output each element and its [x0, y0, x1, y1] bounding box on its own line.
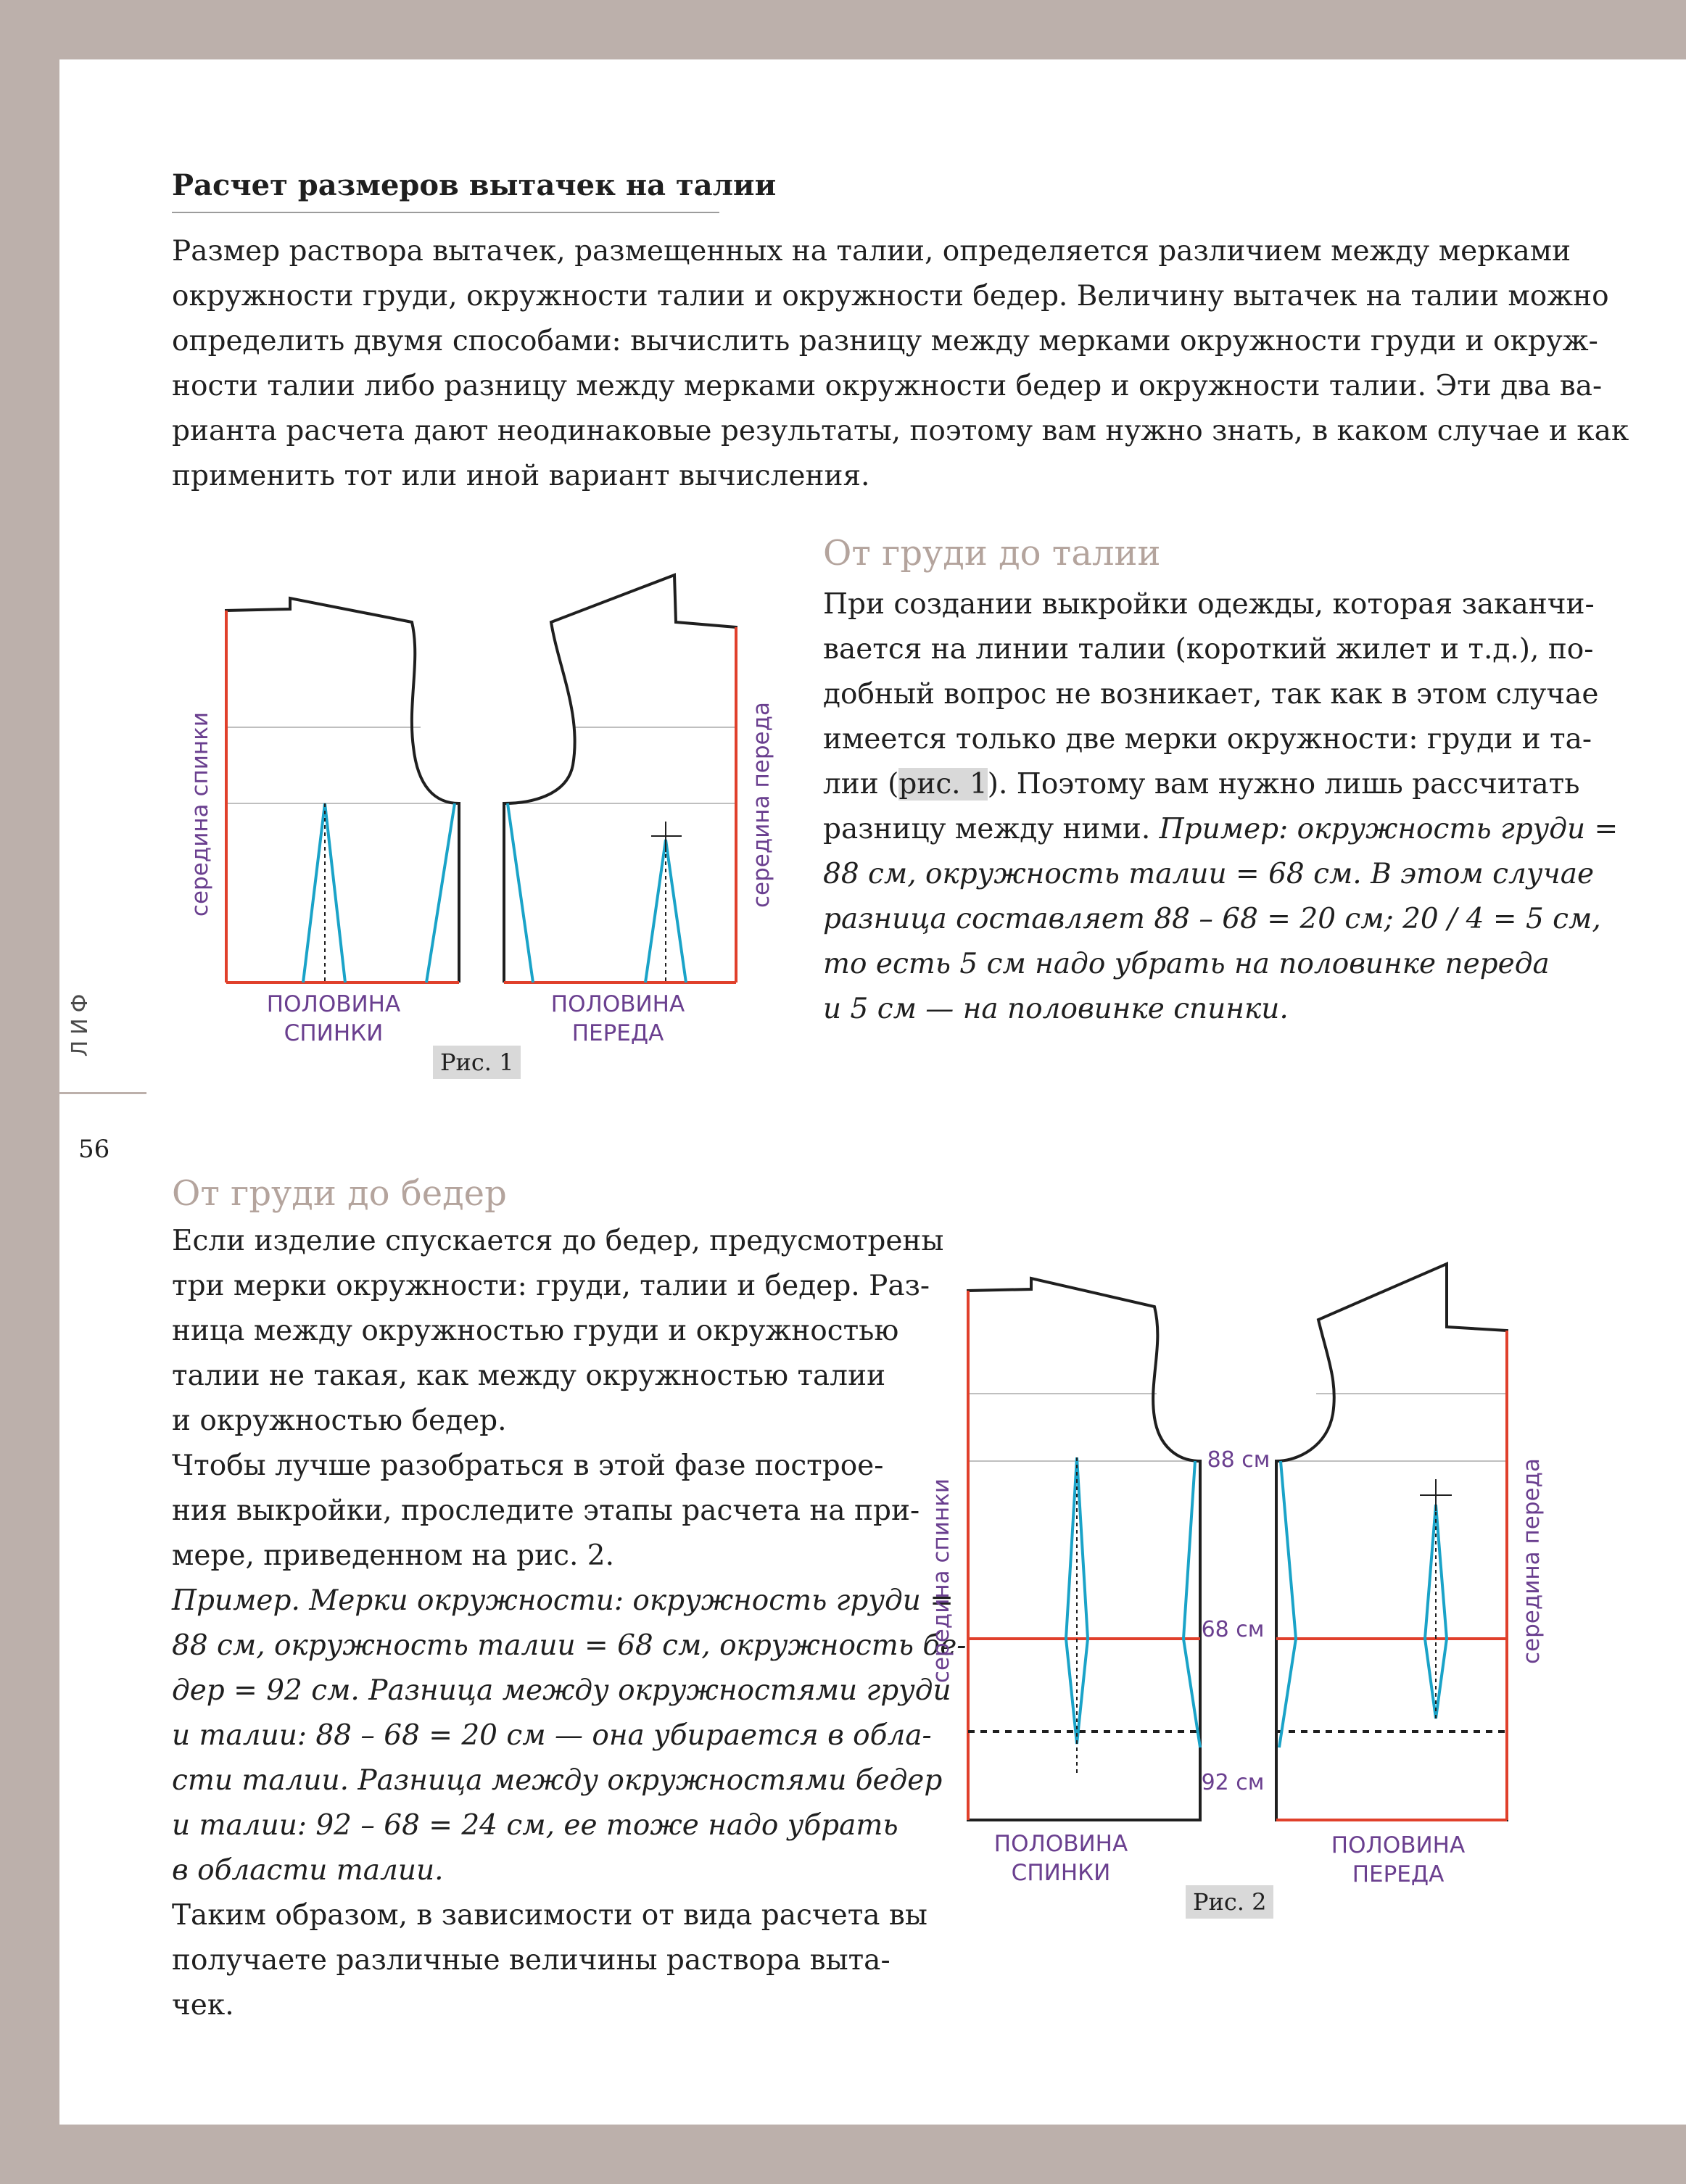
fig2-back-label: ПОЛОВИНА: [993, 1831, 1128, 1857]
figure-1-caption: Рис. 1: [433, 1046, 521, 1079]
section2-example-line: и талии: 92 – 68 = 24 см, ее тоже надо убрать: [172, 1809, 898, 1842]
section2-line: ния выкройки, проследите этапы расчета на при-: [172, 1494, 920, 1527]
figure-2-diagram: [921, 1254, 1574, 1929]
figure-2-caption: Рис. 2: [1186, 1885, 1273, 1919]
title-underline: [172, 212, 719, 213]
section2-line: получаете различные величины раствора выта-: [172, 1944, 890, 1977]
fig2-back-center-label: середина спинки: [928, 1478, 954, 1684]
fig1-back-center-label: середина спинки: [187, 711, 213, 917]
fig1-front-label: ПОЛОВИНА: [550, 991, 685, 1017]
section1-example-line: 88 см, окружность талии = 68 см. В этом случае: [823, 858, 1595, 890]
fig2-back-outline: [968, 1278, 1200, 1820]
fig1-front-center-label: середина переда: [748, 701, 774, 909]
intro-paragraph: [172, 229, 1629, 499]
fig2-hips-measure: 92 см: [1201, 1770, 1265, 1795]
section2-line: Если изделие спускается до бедер, предусмотрены: [172, 1225, 944, 1257]
sidebar-divider: [59, 1092, 146, 1094]
fig2-front-side-dart: [1279, 1461, 1296, 1747]
section2-example-line: Пример. Мерки окружности: окружность груди =: [172, 1584, 954, 1617]
fig1-back-label: СПИНКИ: [284, 1020, 384, 1046]
fig2-front-label: ПЕРЕДА: [1352, 1861, 1445, 1887]
section2-line: чек.: [172, 1989, 234, 2022]
fig2-back-label: СПИНКИ: [1011, 1860, 1111, 1886]
section2-example-line: в области талии.: [172, 1854, 444, 1887]
section2-example-line: дер = 92 см. Разница между окружностями груди: [172, 1674, 951, 1707]
section2-line: талии не такая, как между окружностью талии: [172, 1360, 886, 1392]
chapter-marker: ЛИФ: [67, 988, 93, 1057]
section1-line: При создании выкройки одежды, которая заканчи-: [823, 588, 1595, 621]
page-title: Расчет размеров вытачек на талии: [172, 168, 777, 202]
section2-heading: От груди до бедер: [172, 1173, 507, 1214]
fig1-back-outline: [226, 598, 459, 983]
fig2-chest-measure: 88 см: [1207, 1447, 1270, 1473]
section1-line: вается на линии талии (короткий жилет и т.д.), по-: [823, 633, 1594, 666]
section1-line: разницу между ними. Пример: окружность груди =: [823, 813, 1619, 845]
section2-line: Таким образом, в зависимости от вида расчета вы: [172, 1899, 927, 1932]
intro-line: определить двумя способами: вычислить разницу между мерками окружности груди и окруж-: [172, 325, 1598, 357]
section1-line: имеется только две мерки окружности: груди и та-: [823, 723, 1592, 756]
section1-example-line: то есть 5 см надо убрать на половинке переда: [823, 948, 1550, 980]
intro-line: применить тот или иной вариант вычисления.: [172, 460, 870, 492]
section2-line: ница между окружностью груди и окружностью: [172, 1315, 899, 1347]
section1-paragraph: [823, 582, 1618, 1032]
section1-example-line: разница составляет 88 – 68 = 20 см; 20 / 4 = 5 см,: [823, 903, 1601, 935]
section2-paragraph: [172, 1219, 966, 2028]
intro-line: ности талии либо разницу между мерками окружности бедер и окружности талии. Эти два ва-: [172, 370, 1603, 402]
fig2-front-label: ПОЛОВИНА: [1331, 1832, 1466, 1858]
fig1-front-label: ПЕРЕДА: [571, 1020, 664, 1046]
section2-example-line: сти талии. Разница между окружностями бедер: [172, 1764, 943, 1797]
fig1-front-side-dart: [508, 803, 533, 983]
section2-example-line: и талии: 88 – 68 = 20 см — она убирается в обла-: [172, 1719, 932, 1752]
section2-line: мере, приведенном на рис. 2.: [172, 1539, 614, 1572]
fig2-back-dart: [1066, 1457, 1088, 1744]
section2-line: Чтобы лучше разобраться в этой фазе построе-: [172, 1449, 884, 1482]
fig2-front-center-label: середина переда: [1518, 1457, 1545, 1665]
figure-reference-link[interactable]: рис. 1: [898, 768, 988, 801]
intro-line: окружности груди, окружности талии и окружности бедер. Величину вытачек на талии можно: [172, 280, 1609, 313]
section2-example-line: 88 см, окружность талии = 68 см, окружность бе-: [172, 1629, 967, 1662]
fig2-waist-measure: 68 см: [1201, 1617, 1265, 1642]
fig1-back-side-dart: [426, 803, 455, 983]
fig2-back-side-dart: [1183, 1461, 1200, 1747]
section1-heading: От груди до талии: [823, 533, 1161, 574]
figure-1-diagram: [167, 558, 790, 1080]
section2-line: три мерки окружности: груди, талии и бедер. Раз-: [172, 1270, 930, 1302]
fig1-front-dart: [645, 840, 686, 983]
section1-line: лии (рис. 1). Поэтому вам нужно лишь рассчитать: [823, 768, 1580, 801]
section1-line: добный вопрос не возникает, так как в этом случае: [823, 678, 1599, 711]
intro-line: рианта расчета дают неодинаковые результаты, поэтому вам нужно знать, в каком случае и как: [172, 415, 1629, 447]
section2-line: и окружностью бедер.: [172, 1405, 507, 1437]
fig2-front-outline: [1276, 1264, 1507, 1820]
intro-line: Размер раствора вытачек, размещенных на талии, определяется различием между мерками: [172, 235, 1571, 268]
fig1-front-outline: [504, 575, 736, 983]
fig1-back-label: ПОЛОВИНА: [266, 991, 401, 1017]
page-number: 56: [78, 1135, 110, 1164]
section1-example-line: и 5 см — на половинке спинки.: [823, 993, 1289, 1025]
